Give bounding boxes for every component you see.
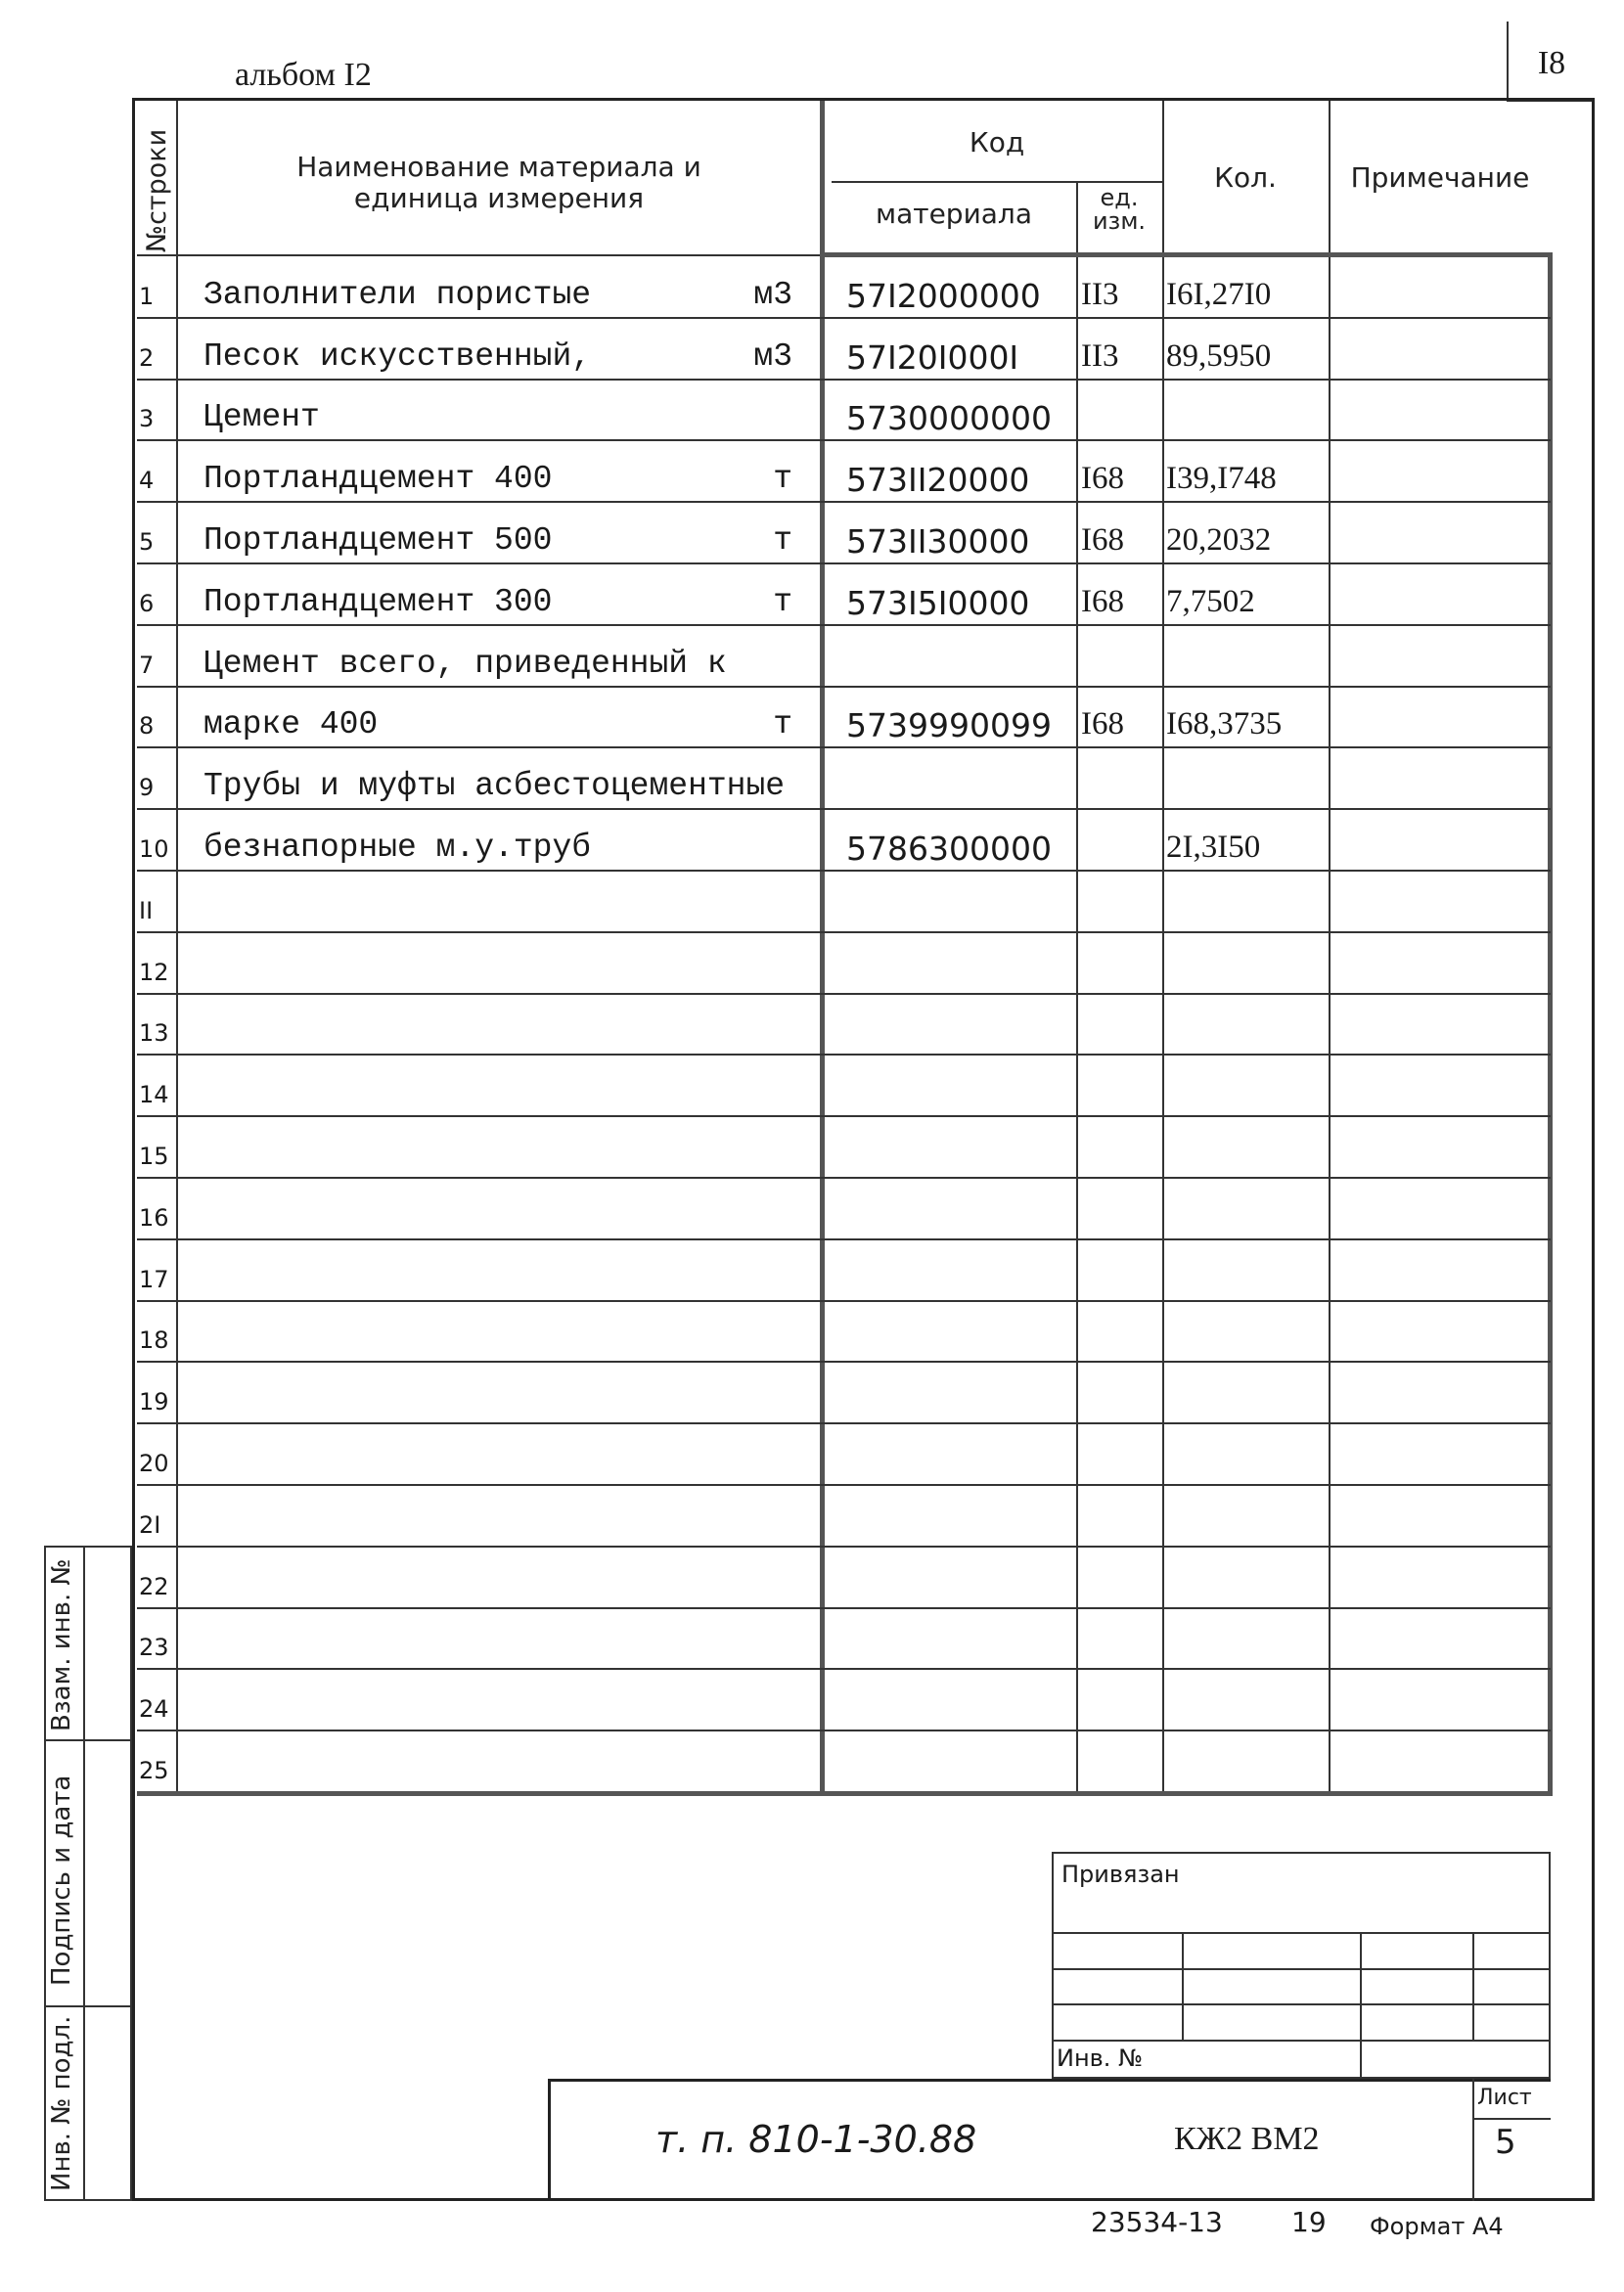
header-name <box>186 152 812 214</box>
table-row <box>137 563 1551 625</box>
row-number: 17 <box>139 1266 169 1293</box>
unit-code: I68 <box>1081 461 1124 496</box>
unit-code: II3 <box>1081 277 1119 312</box>
title-vline-2 <box>1360 1932 1362 2079</box>
row-number: 9 <box>139 774 155 801</box>
material-code: 5739990099 <box>846 706 1052 744</box>
page-number-box <box>1507 22 1595 102</box>
title-vline-3 <box>1472 1932 1474 2040</box>
table-row <box>137 1547 1551 1608</box>
unit-code: II3 <box>1081 338 1119 374</box>
row-number: 2 <box>139 344 155 372</box>
material-code: 57I20I000I <box>846 338 1019 377</box>
table-row <box>137 1239 1551 1301</box>
material-name: Цемент <box>203 399 320 435</box>
row-number: 14 <box>139 1081 169 1108</box>
title-sheet-divider <box>1472 2079 1474 2201</box>
quantity: 7,7502 <box>1166 584 1255 619</box>
header-code-unit-line1: ед. <box>1100 184 1139 211</box>
row-number: 20 <box>139 1450 169 1477</box>
row-number: 25 <box>139 1757 169 1784</box>
title-mark: КЖ2 ВМ2 <box>1174 2121 1320 2157</box>
unit-code: I68 <box>1081 706 1124 742</box>
table-row <box>137 1669 1551 1730</box>
quantity: I6I,27I0 <box>1166 277 1272 312</box>
quantity: I39,I748 <box>1166 461 1277 496</box>
header-qty: Кол. <box>1214 161 1277 194</box>
table-row <box>137 1485 1551 1547</box>
header-code-unit <box>1076 186 1162 233</box>
table-row <box>137 625 1551 687</box>
row-number: 3 <box>139 405 155 432</box>
side-stamp-vzam: Взам. инв. № <box>47 1558 76 1731</box>
unit-code: I68 <box>1081 522 1124 558</box>
header-note: Примечание <box>1350 161 1530 194</box>
material-name: безнапорные м.у.труб <box>203 830 592 866</box>
table-row <box>137 1178 1551 1239</box>
row-number: 22 <box>139 1573 169 1600</box>
material-name: Портландцемент 300 <box>203 584 553 620</box>
row-number: 6 <box>139 590 155 617</box>
table-row <box>137 687 1551 747</box>
material-unit: т <box>773 706 792 742</box>
row-number: 5 <box>139 528 155 556</box>
quantity: 2I,3I50 <box>1166 830 1261 865</box>
title-line-1 <box>1052 1932 1551 1934</box>
table-row <box>137 1301 1551 1362</box>
title-vline-1 <box>1182 1932 1184 2040</box>
table-row <box>137 1423 1551 1485</box>
table-row <box>137 994 1551 1055</box>
material-unit: м3 <box>753 277 792 313</box>
material-name: марке 400 <box>203 706 379 742</box>
album-label: альбом I2 <box>235 57 372 93</box>
table-row <box>137 256 1551 318</box>
table-row <box>137 318 1551 380</box>
side-stamp-sep2 <box>44 2005 132 2007</box>
title-line-3 <box>1052 2003 1551 2005</box>
header-code: Код <box>969 126 1025 158</box>
row-number: 13 <box>139 1019 169 1047</box>
table-row <box>137 871 1551 932</box>
side-stamp-sep1 <box>44 1739 132 1741</box>
material-code: 5730000000 <box>846 399 1052 437</box>
row-line <box>137 1791 1551 1796</box>
unit-code: I68 <box>1081 584 1124 619</box>
material-name: Трубы и муфты асбестоцементные <box>203 768 786 804</box>
material-unit: т <box>773 522 792 559</box>
row-number: 2I <box>139 1511 161 1539</box>
title-sheet-line <box>1472 2118 1551 2120</box>
page-number: I8 <box>1537 45 1566 81</box>
table-row <box>137 502 1551 563</box>
row-number: 8 <box>139 712 155 740</box>
material-code: 573I5I0000 <box>846 584 1030 622</box>
row-number: 1 <box>139 283 155 310</box>
header-row-no: №строки <box>142 128 172 252</box>
title-project-number: т. п. 810-1-30.88 <box>655 2118 977 2161</box>
table-row <box>137 932 1551 994</box>
table-row <box>137 1362 1551 1423</box>
row-number: 23 <box>139 1634 169 1661</box>
header-name-line2: единица измерения <box>353 182 645 215</box>
row-number: 7 <box>139 652 155 679</box>
row-number: 15 <box>139 1143 169 1170</box>
material-name: Портландцемент 500 <box>203 522 553 559</box>
row-number: 16 <box>139 1204 169 1232</box>
material-unit: т <box>773 461 792 497</box>
row-number: 10 <box>139 835 169 863</box>
title-privyazan: Привязан <box>1061 1861 1180 1888</box>
row-number: II <box>139 897 154 924</box>
row-number: 12 <box>139 959 169 986</box>
header-code-material: материала <box>875 198 1032 230</box>
side-stamp-podpis: Подпись и дата <box>47 1775 76 1986</box>
table-row <box>137 440 1551 502</box>
row-number: 24 <box>139 1695 169 1723</box>
side-stamp-divider <box>83 1546 85 2201</box>
table-row <box>137 1730 1551 1792</box>
material-name: Портландцемент 400 <box>203 461 553 497</box>
quantity: I68,3735 <box>1166 706 1283 742</box>
quantity: 20,2032 <box>1166 522 1272 558</box>
material-code: 57I2000000 <box>846 277 1041 315</box>
footer-stamp-number: 19 <box>1291 2206 1327 2238</box>
footer-format: Формат А4 <box>1370 2213 1504 2240</box>
material-code: 5786300000 <box>846 830 1052 868</box>
material-unit: т <box>773 584 792 620</box>
title-line-2 <box>1052 1968 1551 1970</box>
material-name: Цемент всего, приведенный к <box>203 646 727 682</box>
footer-stamp: 23534-13 <box>1091 2206 1223 2238</box>
title-inv-no: Инв. № <box>1057 2045 1144 2072</box>
table-row <box>137 1055 1551 1116</box>
material-unit: м3 <box>753 338 792 375</box>
table-row <box>137 1608 1551 1669</box>
table-row <box>137 747 1551 809</box>
material-code: 573II20000 <box>846 461 1030 499</box>
table-row <box>137 809 1551 871</box>
header-code-unit-line2: изм. <box>1092 207 1147 235</box>
header-name-line1: Наименование материала и <box>296 151 701 183</box>
header-sub-line <box>832 181 1162 183</box>
material-name: Песок искусственный, <box>203 338 592 375</box>
title-sheet-label: Лист <box>1477 2086 1532 2110</box>
table-row <box>137 380 1551 440</box>
title-line-4 <box>1052 2040 1551 2042</box>
row-number: 18 <box>139 1326 169 1354</box>
quantity: 89,5950 <box>1166 338 1272 374</box>
side-stamp-inv-podl: Инв. № подл. <box>47 2015 76 2191</box>
title-sheet-number: 5 <box>1495 2123 1516 2162</box>
material-name: Заполнители пористые <box>203 277 592 313</box>
row-number: 4 <box>139 467 155 494</box>
material-code: 573II30000 <box>846 522 1030 561</box>
table-row <box>137 1116 1551 1178</box>
row-number: 19 <box>139 1388 169 1416</box>
